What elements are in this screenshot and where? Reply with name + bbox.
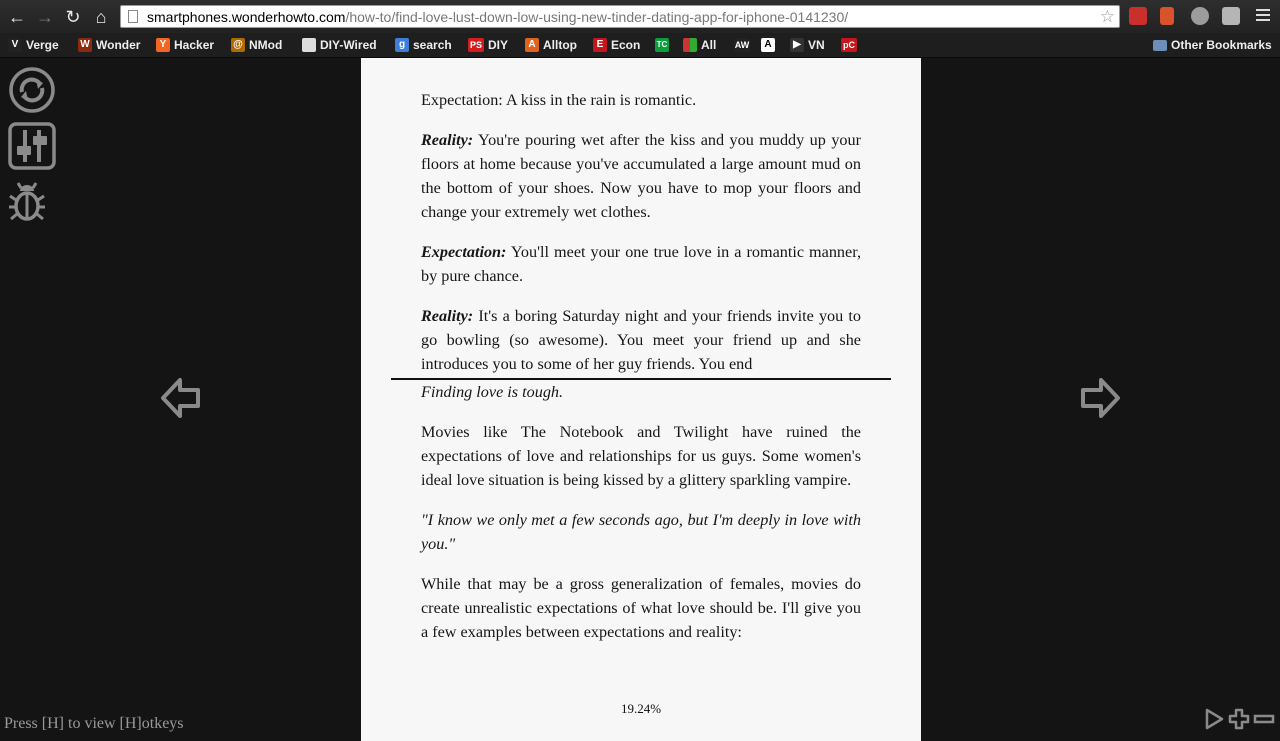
- bookmark-favicon-icon: ▶: [790, 38, 804, 52]
- home-icon[interactable]: ⌂: [95, 7, 107, 27]
- bookmark-item[interactable]: g search: [395, 36, 452, 54]
- rotate-icon[interactable]: [8, 66, 56, 114]
- url-text: smartphones.wonderhowto.com/how-to/find-love-lust-down-low-using-new-tinder-dating-app-for-iphone-0141230/: [147, 9, 849, 25]
- progress-percent: 19.24%: [620, 701, 662, 716]
- bookmark-item[interactable]: V Verge: [8, 36, 59, 54]
- bookmark-favicon-icon: g: [395, 38, 409, 52]
- bookmark-favicon-icon: V: [8, 38, 22, 52]
- page-text-bottom: [421, 380, 861, 660]
- folder-icon: [1153, 40, 1167, 51]
- paragraph: Expectation: You'll meet your one true love in a romantic manner, by pure chance.: [421, 243, 861, 285]
- bookmark-item[interactable]: A Alltop: [525, 36, 577, 54]
- bookmark-favicon-icon: A: [525, 38, 539, 52]
- bookmark-item[interactable]: [655, 36, 669, 54]
- paragraph: "I know we only met a few seconds ago, but I'm deeply in love with you.": [421, 511, 861, 553]
- previous-page-arrow-icon[interactable]: [160, 376, 202, 420]
- menu-icon[interactable]: [1256, 9, 1270, 24]
- bookmark-favicon-icon: A: [761, 38, 775, 52]
- bookmark-item[interactable]: E Econ: [593, 36, 640, 54]
- reload-icon[interactable]: ↻: [65, 7, 81, 27]
- lastpass-extension-icon[interactable]: [1191, 7, 1209, 25]
- bookmark-item[interactable]: [761, 36, 775, 54]
- bookmark-favicon-icon: [302, 38, 316, 52]
- bookmark-favicon-icon: TC: [655, 38, 669, 52]
- bookmark-favicon-icon: PS: [469, 40, 482, 50]
- bookmark-favicon-icon: AW: [734, 40, 750, 50]
- bookmarks-bar: [0, 33, 1280, 58]
- zoom-out-icon[interactable]: [1253, 708, 1275, 730]
- back-arrow-icon[interactable]: ←: [8, 7, 26, 27]
- bookmark-item[interactable]: [841, 36, 857, 54]
- paragraph: Expectation: A kiss in the rain is romantic.: [421, 91, 697, 109]
- bookmark-favicon-icon: pC: [843, 40, 855, 50]
- bookmark-item[interactable]: @ NMod: [231, 36, 282, 54]
- reader-view: [0, 58, 1280, 741]
- reader-extension-icon[interactable]: [1222, 7, 1240, 25]
- gmail-extension-icon[interactable]: [1129, 7, 1147, 25]
- bookmark-item[interactable]: [734, 36, 750, 54]
- zoom-in-icon[interactable]: [1228, 708, 1250, 730]
- forward-arrow-icon[interactable]: →: [36, 7, 54, 27]
- page-text-top: [421, 88, 861, 392]
- paragraph: Movies like The Notebook and Twilight have ruined the expectations of love and relationships for us guys. Some women's ideal love situation is being kissed by a glittery sparkling vampire.: [421, 423, 861, 489]
- notebook-extension-icon[interactable]: [1160, 7, 1174, 25]
- book-page: [361, 58, 921, 741]
- address-bar[interactable]: [120, 5, 1120, 28]
- bookmark-item[interactable]: Y Hacker: [156, 36, 214, 54]
- bookmark-item[interactable]: ▶ VN: [790, 36, 825, 54]
- next-page-arrow-icon[interactable]: [1079, 376, 1121, 420]
- page-icon: [128, 10, 138, 23]
- hotkeys-hint: Press [H] to view [H]otkeys: [4, 715, 184, 732]
- paragraph: While that may be a gross generalization of females, movies do create unrealistic expectations of what love should be. I'll give you a few examples between expectations and reality:: [421, 575, 861, 641]
- bookmark-item[interactable]: PS DIY: [469, 38, 509, 52]
- bookmark-favicon-icon: @: [231, 38, 245, 52]
- bookmark-favicon-icon: W: [78, 38, 92, 52]
- paragraph: Reality: It's a boring Saturday night and your friends invite you to go bowling (so awesome). You meet your friend up and she introduces you to some of her guy friends. You end: [421, 307, 861, 373]
- bookmark-item[interactable]: All: [683, 36, 716, 54]
- paragraph: Finding love is tough.: [421, 383, 564, 401]
- other-bookmarks[interactable]: Other Bookmarks: [1153, 36, 1272, 54]
- bookmark-item[interactable]: W Wonder: [78, 36, 140, 54]
- bookmark-favicon-icon: [683, 38, 697, 52]
- bug-icon[interactable]: [8, 182, 46, 222]
- settings-sliders-icon[interactable]: [8, 122, 56, 170]
- bookmark-item[interactable]: DIY-Wired: [302, 36, 377, 54]
- play-icon[interactable]: [1203, 708, 1225, 730]
- bookmark-star-icon[interactable]: ☆: [1099, 7, 1115, 26]
- browser-toolbar: [0, 0, 1280, 33]
- paragraph: Reality: You're pouring wet after the kiss and you muddy up your floors at home because you've accumulated a large amount mud on the bottom of your shoes. Now you have to mop your floors and change your extremely wet clothes.: [421, 131, 861, 221]
- bookmark-favicon-icon: Y: [156, 38, 170, 52]
- bookmark-favicon-icon: E: [593, 38, 607, 52]
